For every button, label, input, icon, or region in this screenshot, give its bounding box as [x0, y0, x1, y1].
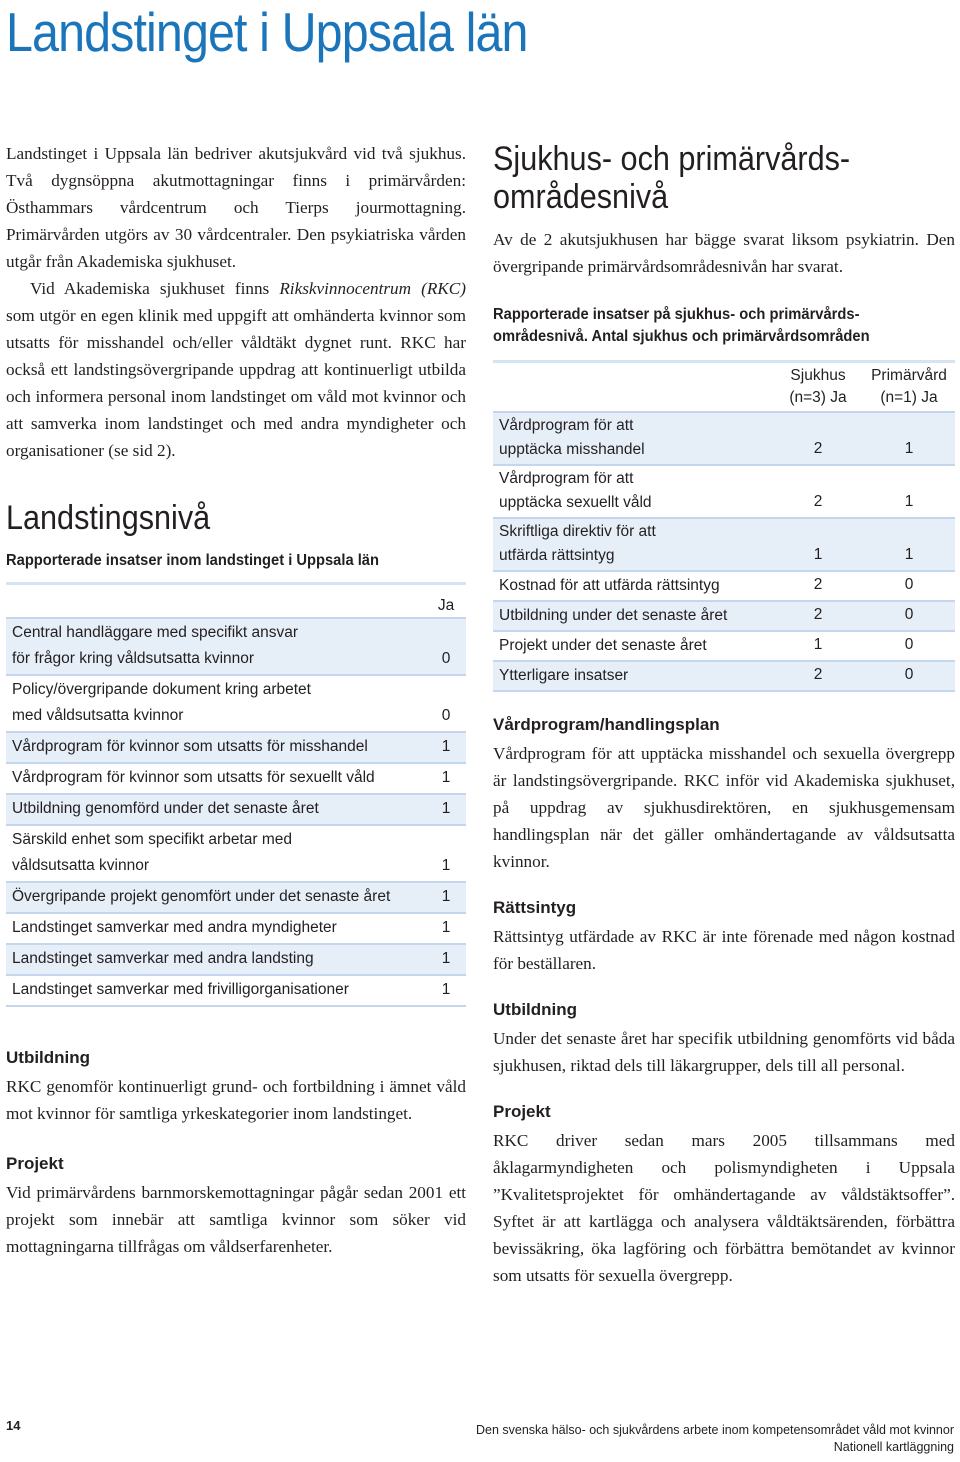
table-row	[493, 413, 955, 466]
table-row	[493, 519, 955, 572]
vardprogram-heading: Vårdprogram/handlingsplan	[493, 715, 720, 734]
table-row	[6, 795, 466, 826]
row-value-sjukhus: 2	[813, 576, 823, 593]
vardprogram-text: Vårdprogram för att upptäcka misshandel och sexuella övergrepp är landstingsövergripande. RKC inför vid Akademiska sjukhuset, på uppdrag av sjukhusdirektören, en sjukhusgemensam handlingsplan när det gäller omhändertagande av våldsutsatta kvinnor.	[493, 744, 955, 871]
row-label: Central handläggare med specifikt ansvar för frågor kring våldsutsatta kvinnor	[12, 624, 299, 667]
table-heading-sjukhus: Rapporterade insatser på sjukhus- och primärvårds- områdesnivå. Antal sjukhus och primärvårdsområden	[493, 306, 870, 345]
table-row	[493, 662, 955, 692]
row-value-primarvard: 1	[904, 546, 914, 563]
row-label: Landstinget samverkar med frivilligorganisationer	[12, 981, 349, 998]
table-row	[6, 883, 466, 914]
row-value-sjukhus: 2	[813, 493, 823, 510]
row-value-ja: 1	[441, 919, 451, 936]
row-value-primarvard: 1	[904, 440, 914, 457]
row-label: Skriftliga direktiv för att utfärda rättsintyg	[499, 523, 656, 564]
section-title-sjukhus: Sjukhus- och primärvårds- områdesnivå	[493, 140, 851, 216]
section-title-landstingsniva: Landstingsnivå	[6, 499, 211, 537]
intro-paragraph-1: Landstinget i Uppsala län bedriver akutsjukvård vid två sjukhus. Två dygnsöppna akutmottagningar finns i primärvården: Östhammars vårdcentrum och Tierps jourmottagning. Primärvården utgörs av 30 vårdcentraler. Den psykiatriska vården utgår från Akademiska sjukhuset.	[6, 144, 466, 271]
col-header-primarvard: Primärvård (n=1) Ja	[871, 367, 947, 406]
utbildning-text-right: Under det senaste året har specifik utbildning genomförts vid båda sjukhusen, riktad dels till läkargrupper, dels till all personal.	[493, 1029, 955, 1075]
row-value-sjukhus: 1	[813, 636, 823, 653]
row-value-ja: 1	[441, 888, 451, 905]
col-header-sjukhus: Sjukhus (n=3) Ja	[789, 367, 847, 406]
right-intro: Av de 2 akutsjukhusen har bägge svarat liksom psykiatrin. Den övergripande primärvårdsområdesnivån har svarat.	[493, 230, 955, 276]
row-value-ja: 1	[441, 738, 451, 755]
col-header-ja: Ja	[437, 597, 455, 614]
row-value-ja: 0	[441, 650, 451, 667]
projekt-text-left: Vid primärvårdens barnmorskemottagningar pågår sedan 2001 ett projekt som innebär att samtliga kvinnor som söker vid mottagningarna tillfrågas om våldserfarenheter.	[6, 1183, 466, 1256]
table-row	[493, 602, 955, 632]
rkc-emphasis: Rikskvinnocentrum (RKC)	[279, 279, 466, 298]
table-row	[493, 632, 955, 662]
row-value-sjukhus: 2	[813, 606, 823, 623]
row-value-primarvard: 0	[904, 666, 914, 683]
rattsintyg-text: Rättsintyg utfärdade av RKC är inte förenade med någon kostnad för beställaren.	[493, 927, 955, 973]
utbildning-heading-right: Utbildning	[493, 1000, 578, 1019]
table-header-row	[493, 363, 955, 413]
row-value-sjukhus: 2	[813, 440, 823, 457]
row-value-primarvard: 0	[904, 636, 914, 653]
landsting-table	[6, 582, 466, 1007]
table-row	[6, 764, 466, 795]
table-row	[6, 619, 466, 676]
row-label: Landstinget samverkar med andra landsting	[12, 950, 314, 967]
row-value-ja: 1	[441, 950, 451, 967]
row-label: Vårdprogram för kvinnor som utsatts för misshandel	[12, 738, 368, 755]
intro-paragraph-2: Vid Akademiska sjukhuset finns Rikskvinnocentrum (RKC) som utgör en egen klinik med uppgift att omhänderta kvinnor som utsatts för misshandel och/eller våldtäkt dygnet runt. RKC har också ett landstingsövergripande uppdrag att kontinuerligt utbilda och informera personal inom landstinget om våld mot kvinnor och att samverka inom landstinget och med andra myndigheter och organisationer (se sid 2).	[6, 279, 466, 460]
row-value-ja: 1	[441, 857, 451, 874]
table-row	[493, 466, 955, 519]
utbildning-text-left: RKC genomför kontinuerligt grund- och fortbildning i ämnet våld mot kvinnor för samtliga yrkeskategorier inom landstinget.	[6, 1077, 466, 1123]
row-value-ja: 0	[441, 707, 451, 724]
footer-line-2: Nationell kartläggning	[833, 1440, 954, 1454]
table-row	[6, 976, 466, 1007]
table-row	[6, 676, 466, 733]
table-header-row	[6, 585, 466, 619]
page-title: Landstinget i Uppsala län	[6, 1, 528, 63]
projekt-text-right: RKC driver sedan mars 2005 tillsammans med åklagarmyndigheten och polismyndigheten i Uppsala ”Kvalitetsprojektet för omhändertagande av våldstäktsoffer”. Syftet är att kartlägga och analysera våldtäktsärenden, förbättra bevissäkring, öka lagföring och förbättra bemötandet av kvinnor som utsatts för sexuella övergrepp.	[493, 1131, 955, 1285]
footer-text	[476, 1422, 954, 1456]
row-value-sjukhus: 1	[813, 546, 823, 563]
row-value-ja: 1	[441, 981, 451, 998]
sjukhus-table	[493, 360, 955, 692]
row-label: Landstinget samverkar med andra myndigheter	[12, 919, 337, 936]
row-value-primarvard: 0	[904, 576, 914, 593]
row-value-primarvard: 1	[904, 493, 914, 510]
right-column	[493, 140, 955, 1289]
row-value-ja: 1	[441, 769, 451, 786]
projekt-heading-left: Projekt	[6, 1154, 64, 1173]
row-label: Övergripande projekt genomfört under det senaste året	[12, 888, 391, 905]
table-row	[493, 572, 955, 602]
left-column	[6, 140, 466, 1260]
projekt-heading-right: Projekt	[493, 1102, 551, 1121]
table-row	[6, 914, 466, 945]
row-label: Vårdprogram för kvinnor som utsatts för sexuellt våld	[12, 769, 375, 786]
row-label: Projekt under det senaste året	[499, 637, 707, 654]
row-value-primarvard: 0	[904, 606, 914, 623]
row-label: Särskild enhet som specifikt arbetar med våldsutsatta kvinnor	[12, 831, 292, 874]
row-value-ja: 1	[441, 800, 451, 817]
footer-line-1: Den svenska hälso- och sjukvårdens arbete inom kompetensområdet våld mot kvinnor	[475, 1423, 954, 1437]
utbildning-heading-left: Utbildning	[6, 1048, 91, 1067]
row-label: Utbildning under det senaste året	[499, 607, 728, 624]
table-row	[6, 945, 466, 976]
row-label: Utbildning genomförd under det senaste året	[12, 800, 319, 817]
rattsintyg-heading: Rättsintyg	[493, 898, 577, 917]
row-label: Ytterligare insatser	[499, 667, 629, 684]
row-label: Vårdprogram för att upptäcka sexuellt våld	[499, 470, 652, 511]
table-row	[6, 733, 466, 764]
table-heading-landsting: Rapporterade insatser inom landstinget i Uppsala län	[6, 552, 379, 569]
row-label: Policy/övergripande dokument kring arbetet med våldsutsatta kvinnor	[12, 681, 311, 724]
row-value-sjukhus: 2	[813, 666, 823, 683]
row-label: Kostnad för att utfärda rättsintyg	[499, 577, 720, 594]
page-number: 14	[6, 1418, 21, 1433]
row-label: Vårdprogram för att upptäcka misshandel	[499, 417, 645, 458]
table-row	[6, 826, 466, 883]
